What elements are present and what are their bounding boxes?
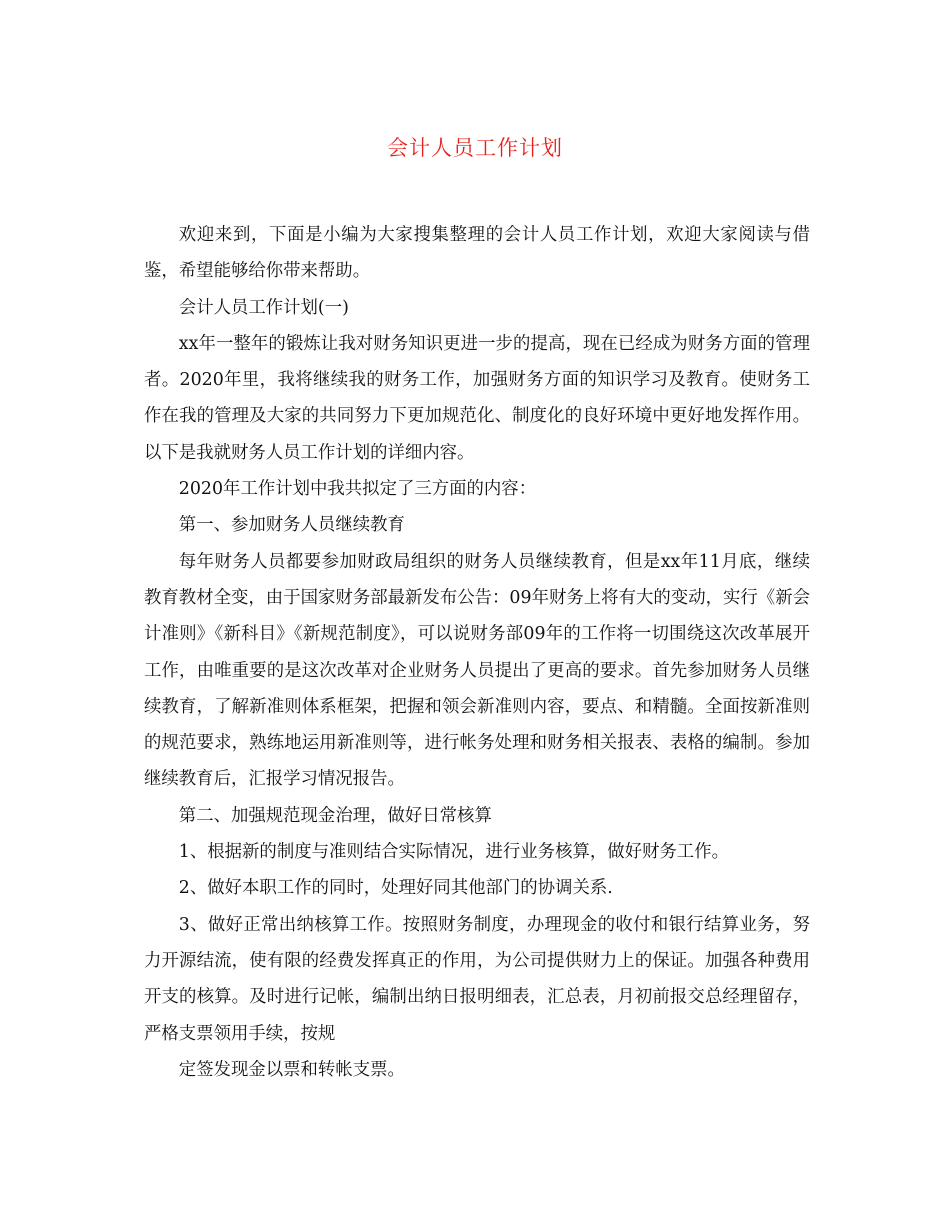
document-body	[144, 217, 810, 1088]
paragraph-item-two: 2、做好本职工作的同时，处理好同其他部门的协调关系.	[178, 878, 613, 899]
paragraph-section-two-heading: 第二、加强规范现金治理，做好日常核算	[178, 805, 492, 826]
paragraph-item-three-continued: 定签发现金以票和转帐支票。	[178, 1059, 405, 1080]
paragraph-section-one-heading: 第一、参加财务人员继续教育	[178, 515, 405, 536]
paragraph-heading-plan-one: 会计人员工作计划(一)	[178, 297, 349, 318]
paragraph-intro: 欢迎来到，下面是小编为大家搜集整理的会计人员工作计划，欢迎大家阅读与借鉴，希望能够给你带来帮助。	[144, 225, 810, 282]
paragraph-item-one: 1、根据新的制度与准则结合实际情况，进行业务核算，做好财务工作。	[178, 842, 729, 863]
paragraph-overview: xx年一整年的锻炼让我对财务知识更进一步的提高，现在已经成为财务方面的管理者。2020年里，我将继续我的财务工作，加强财务方面的知识学习及教育。使财务工作在我的管理及大家的共同努力下更加规范化、制度化的良好环境中更好地发挥作用。以下是我就财务人员工作计划的详细内容。	[144, 333, 810, 463]
paragraph-plan-summary: 2020年工作计划中我共拟定了三方面的内容：	[178, 479, 537, 500]
paragraph-section-one-body: 每年财务人员都要参加财政局组织的财务人员继续教育，但是xx年11月底，继续教育教材全变，由于国家财务部最新发布公告：09年财务上将有大的变动，实行《新会计准则》《新科目》《新规范制度》，可以说财务部09年的工作将一切围绕这次改革展开工作，由唯重要的是这次改革对企业财务人员提出了更高的要求。首先参加财务人员继续教育，了解新准则体系框架，把握和领会新准则内容，要点、和精髓。全面按新准则的规范要求，熟练地运用新准则等，进行帐务处理和财务相关报表、表格的编制。参加继续教育后，汇报学习情况报告。	[144, 551, 810, 790]
document-title: 会计人员工作计划	[387, 136, 563, 160]
paragraph-item-three: 3、做好正常出纳核算工作。按照财务制度，办理现金的收付和银行结算业务，努力开源结流，使有限的经费发挥真正的作用，为公司提供财力上的保证。加强各种费用开支的核算。及时进行记帐，编制出纳日报明细表，汇总表，月初前报交总经理留存，严格支票领用手续，按规	[144, 914, 810, 1044]
